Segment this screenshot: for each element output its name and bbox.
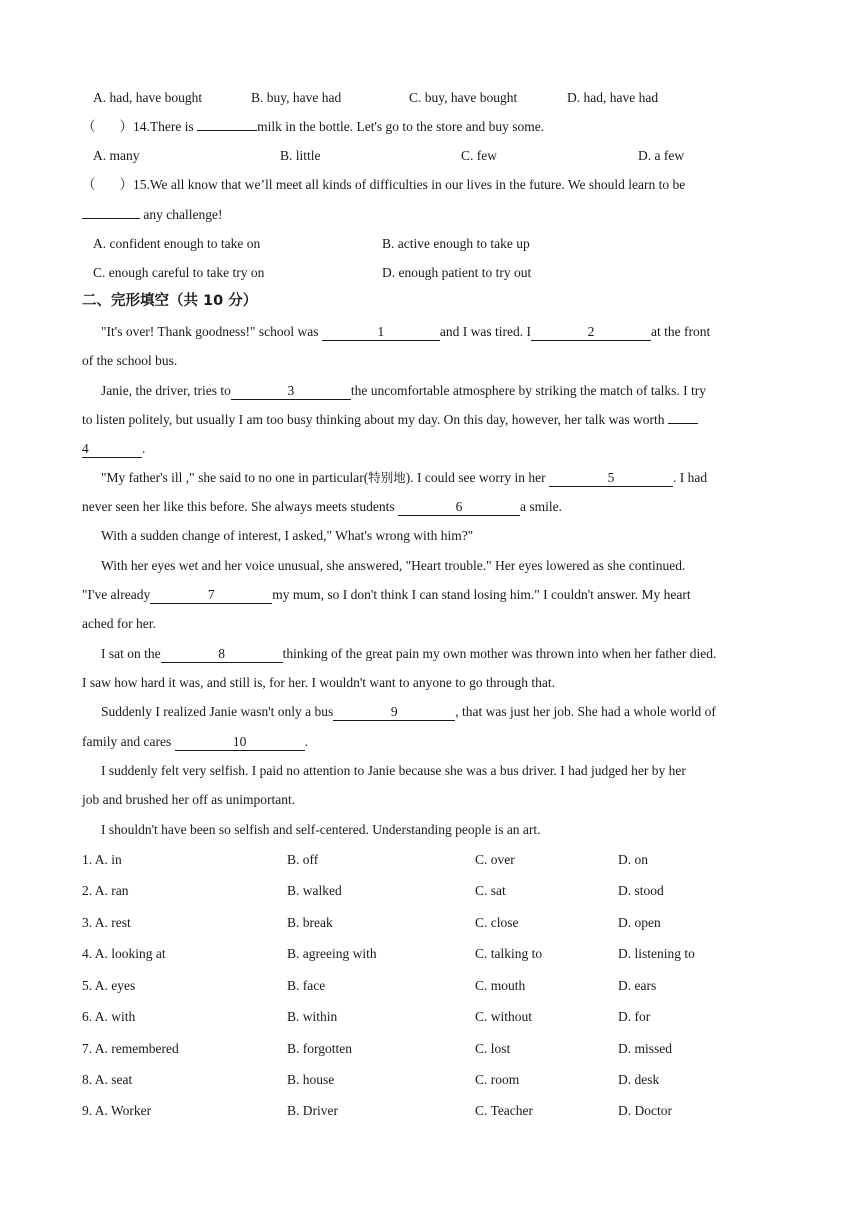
option-d: D. missed: [618, 1041, 672, 1056]
passage-line: [101, 702, 781, 722]
option-b: B. break: [287, 915, 333, 930]
blank-9: 9: [333, 704, 455, 721]
option-d: D. ears: [618, 978, 657, 993]
option-d: D. Doctor: [618, 1103, 672, 1118]
passage-line: With a sudden change of interest, I asked," What's wrong with him?": [101, 528, 474, 543]
passage-text-cjk: 特别地: [368, 470, 406, 485]
q15-stem-after: any challenge!: [140, 207, 223, 222]
passage-text: "My father's ill ," she said to no one in particular(: [101, 470, 369, 485]
option-c: C. room: [475, 1072, 520, 1087]
passage-text: Janie, the driver, tries to: [101, 383, 231, 398]
option-b: B. forgotten: [287, 1041, 352, 1056]
passage-text: a smile.: [520, 499, 563, 514]
q15-stem-line2: [82, 205, 782, 225]
option-c: C. without: [475, 1009, 533, 1024]
passage-line: [82, 497, 782, 517]
blank-10: 10: [175, 734, 305, 751]
option-c: C. Teacher: [475, 1103, 534, 1118]
answer-paren-open: （: [82, 177, 96, 192]
q15-stem-line1: [82, 175, 782, 195]
passage-line: [82, 439, 782, 459]
passage-line: [101, 322, 781, 342]
option-b: B. within: [287, 1009, 338, 1024]
option-c: C. over: [475, 852, 515, 867]
answer-paren-open: （: [82, 119, 96, 134]
passage-line: With her eyes wet and her voice unusual, she answered, "Heart trouble." Her eyes lowered as she continued.: [101, 558, 686, 573]
passage-line: [82, 585, 782, 605]
passage-text: "It's over! Thank goodness!" school was: [101, 324, 322, 339]
option-d: D. stood: [618, 883, 664, 898]
blank-7: 7: [150, 587, 272, 604]
option-a: 3. A. rest: [82, 915, 131, 930]
passage-line: [82, 410, 782, 430]
option-c: C. close: [475, 915, 519, 930]
blank-4-start: [668, 423, 698, 424]
option-b: B. face: [287, 978, 326, 993]
passage-line: ached for her.: [82, 616, 156, 631]
passage-text: the uncomfortable atmosphere by striking the match of talks. I try: [350, 383, 706, 398]
q14-stem: [82, 117, 782, 137]
option-c: C. talking to: [475, 946, 543, 961]
option-b: B. off: [287, 852, 319, 867]
option-a: 4. A. looking at: [82, 946, 166, 961]
blank-2: 2: [531, 324, 651, 341]
q14-stem-after: milk in the bottle. Let's go to the store and buy some.: [257, 119, 545, 134]
option-d: D. on: [618, 852, 648, 867]
q15-option-d: D. enough patient to try out: [382, 265, 532, 280]
option-a: 8. A. seat: [82, 1072, 133, 1087]
q15-option-b: B. active enough to take up: [382, 236, 530, 251]
passage-text: .: [142, 441, 146, 456]
q14-blank: [197, 130, 257, 131]
option-a: 1. A. in: [82, 852, 122, 867]
passage-text: I sat on the: [101, 646, 161, 661]
q14-option-d: D. a few: [638, 148, 685, 163]
q15-option-c: C. enough careful to take try on: [93, 265, 265, 280]
passage-text: and I was tired. I: [439, 324, 532, 339]
q15-option-a: A. confident enough to take on: [93, 236, 261, 251]
passage-line: [82, 732, 782, 752]
blank-8: 8: [161, 646, 283, 663]
option-a: 9. A. Worker: [82, 1103, 152, 1118]
option-a: 7. A. remembered: [82, 1041, 179, 1056]
passage-line: [101, 381, 781, 401]
passage-text: to listen politely, but usually I am too busy thinking about my day. On this day, however, her talk was worth: [82, 412, 668, 427]
option-a: 6. A. with: [82, 1009, 136, 1024]
q14-option-c: C. few: [461, 148, 497, 163]
passage-text: never seen her like this before. She always meets students: [82, 499, 399, 514]
q13-option-b: B. buy, have had: [251, 90, 342, 105]
passage-text: "I've already: [82, 587, 151, 602]
q13-option-c: C. buy, have bought: [409, 90, 518, 105]
passage-line: I shouldn't have been so selfish and self-centered. Understanding people is an art.: [101, 822, 541, 837]
passage-text: my mum, so I don't think I can stand losing him." I couldn't answer. My heart: [272, 587, 691, 602]
passage-text: .: [304, 734, 308, 749]
option-c: C. lost: [475, 1041, 511, 1056]
q13-option-d: D. had, have had: [567, 90, 659, 105]
q13-option-a: A. had, have bought: [93, 90, 203, 105]
passage-text: Suddenly I realized Janie wasn't only a bus: [101, 704, 334, 719]
option-d: D. for: [618, 1009, 651, 1024]
answer-paren-close: ）: [119, 119, 133, 134]
option-a: 5. A. eyes: [82, 978, 136, 993]
passage-line: I saw how hard it was, and still is, for her. I wouldn't want to anyone to go through that.: [82, 675, 555, 690]
passage-line: job and brushed her off as unimportant.: [82, 792, 296, 807]
answer-paren-close: ）: [119, 177, 133, 192]
blank-5: 5: [549, 470, 673, 487]
section-title: 二、完形填空（共 10 分）: [82, 293, 258, 309]
passage-line: I suddenly felt very selfish. I paid no attention to Janie because she was a bus driver. I had judged her by her: [101, 763, 686, 778]
option-a: 2. A. ran: [82, 883, 129, 898]
passage-text: . I had: [672, 470, 708, 485]
passage-line: [101, 468, 781, 488]
q15-blank: [82, 218, 140, 219]
blank-4: 4: [82, 441, 142, 458]
option-b: B. agreeing with: [287, 946, 377, 961]
passage-text: thinking of the great pain my own mother was thrown into when her father died.: [282, 646, 717, 661]
q14-option-a: A. many: [93, 148, 140, 163]
option-c: C. mouth: [475, 978, 526, 993]
passage-line: of the school bus.: [82, 353, 178, 368]
option-d: D. desk: [618, 1072, 660, 1087]
option-b: B. Driver: [287, 1103, 338, 1118]
passage-text: family and cares: [82, 734, 175, 749]
passage-text: , that was just her job. She had a whole world of: [455, 704, 716, 719]
option-b: B. house: [287, 1072, 335, 1087]
q14-option-b: B. little: [280, 148, 321, 163]
blank-6: 6: [398, 499, 520, 516]
option-c: C. sat: [475, 883, 506, 898]
blank-1: 1: [322, 324, 440, 341]
option-b: B. walked: [287, 883, 342, 898]
passage-text: ). I could see worry in her: [405, 470, 549, 485]
q14-stem-before: 14.There is: [133, 119, 198, 134]
passage-line: [101, 644, 781, 664]
q15-stem-text: 15.We all know that we’ll meet all kinds of difficulties in our lives in the future. We should learn to be: [133, 177, 686, 192]
passage-text: at the front: [651, 324, 711, 339]
option-d: D. listening to: [618, 946, 695, 961]
blank-3: 3: [231, 383, 351, 400]
option-d: D. open: [618, 915, 661, 930]
